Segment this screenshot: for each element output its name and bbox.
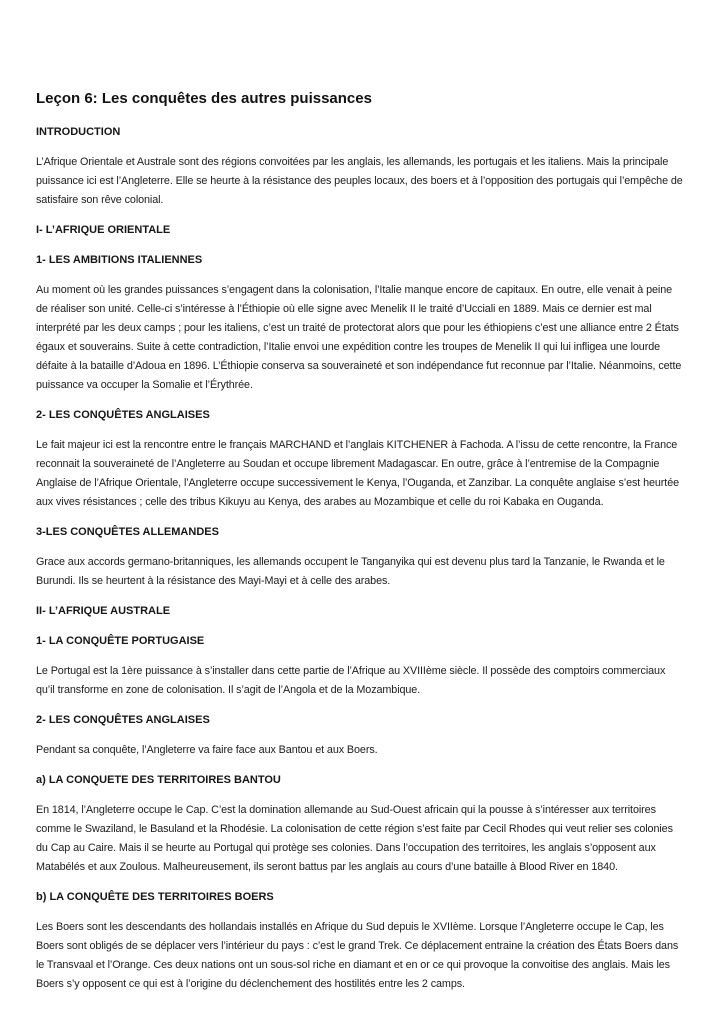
paragraph: Le Portugal est la 1ère puissance à s’installer dans cette partie de l’Afrique au XVIIIème siècle. Il possède des comptoirs commerciaux qu’il transforme en zone de colonisation. Il s’agit de l’Angola et de la Mozambique. bbox=[36, 665, 666, 696]
section-heading: a) LA CONQUETE DES TERRITOIRES BANTOU bbox=[36, 774, 281, 786]
document-body bbox=[36, 123, 686, 994]
paragraph: Au moment où les grandes puissances s’engagent dans la colonisation, l’Italie manque encore de capitaux. En outre, elle venait à peine de réaliser son unité. Celle-ci s’intéresse à l’Éthiopie où elle signe avec Menelik II le traité d’Ucciali en 1889. Mais ce dernier est mal interprété par les deux camps ; pour les italiens, c’est un traité de protectorat alors que pour les éthiopiens c’est une alliance entre 2 États égaux et souverains. Suite à cette contradiction, l’Italie envoi une expédition contre les troupes de Menelik II qui lui infligea une lourde défaite à la bataille d’Adoua en 1896. L’Éthiopie conserva sa souveraineté et son indépendance fut reconnue par l’Italie. Néanmoins, cette puissance va occuper la Somalie et l’Érythrée. bbox=[36, 284, 682, 391]
paragraph: Pendant sa conquête, l’Angleterre va faire face aux Bantou et aux Boers. bbox=[36, 744, 378, 756]
section-heading: I- L’AFRIQUE ORIENTALE bbox=[36, 224, 171, 236]
section-heading: II- L’AFRIQUE AUSTRALE bbox=[36, 605, 171, 617]
section-heading: b) LA CONQUÊTE DES TERRITOIRES BOERS bbox=[36, 891, 274, 903]
paragraph: Le fait majeur ici est la rencontre entre le français MARCHAND et l’anglais KITCHENER à Fachoda. A l’issu de cette rencontre, la France reconnait la souveraineté de l’Angleterre au Soudan et occupe librement Madagascar. En outre, grâce à l’entremise de la Compagnie Anglaise de l’Afrique Orientale, l’Angleterre occupe successivement le Kenya, l’Ouganda, et Zanzibar. La conquête anglaise s’est heurtée aux vives résistances ; celle des tribus Kikuyu au Kenya, des arabes au Mozambique et celle du roi Kabaka en Ouganda. bbox=[36, 439, 680, 508]
paragraph: Les Boers sont les descendants des hollandais installés en Afrique du Sud depuis le XVIIème. Lorsque l’Angleterre occupe le Cap, les Boers sont obligés de se déplacer vers l’intérieur du pays : c’est le grand Trek. Ce déplacement entraine la création des États Boers dans le Transvaal et l’Orange. Ces deux nations ont un sous-sol riche en diamant et en or ce qui provoque la convoitise des anglais. Mais les Boers s’y opposent ce qui est à l’origine du déclenchement des hostilités entre les 2 camps. bbox=[36, 921, 679, 990]
section-heading: INTRODUCTION bbox=[36, 126, 121, 138]
section-heading: 2- LES CONQUÊTES ANGLAISES bbox=[36, 714, 210, 726]
section-heading: 1- LES AMBITIONS ITALIENNES bbox=[36, 254, 203, 266]
paragraph: En 1814, l’Angleterre occupe le Cap. C’est la domination allemande au Sud-Ouest africain qui la pousse à s’intéresser aux territoires comme le Swaziland, le Basuland et la Rhodésie. La colonisation de cette région s’est faite par Cecil Rhodes qui veut relier ses colonies du Cap au Caire. Mais il se heurte au Portugal qui protège ses colonies. Dans l’occupation des territoires, les anglais s’opposent aux Matabélés et aux Zoulous. Malheureusement, ils seront battus par les anglais au cours d’une bataille à Blood River en 1840. bbox=[36, 804, 673, 873]
paragraph: L’Afrique Orientale et Australe sont des régions convoitées par les anglais, les allemands, les portugais et les italiens. Mais la principale puissance ici est l’Angleterre. Elle se heurte à la résistance des peuples locaux, des boers et à l’opposition des portugais qui l’empêche de satisfaire son rêve colonial. bbox=[36, 156, 683, 206]
section-heading: 2- LES CONQUÊTES ANGLAISES bbox=[36, 409, 210, 421]
document-title: Leçon 6: Les conquêtes des autres puissances bbox=[36, 90, 372, 107]
section-heading: 1- LA CONQUÊTE PORTUGAISE bbox=[36, 635, 205, 647]
section-heading: 3-LES CONQUÊTES ALLEMANDES bbox=[36, 526, 219, 538]
paragraph: Grace aux accords germano-britanniques, les allemands occupent le Tanganyika qui est devenu plus tard la Tanzanie, le Rwanda et le Burundi. Ils se heurtent à la résistance des Mayi-Mayi et à celle des arabes. bbox=[36, 556, 665, 587]
